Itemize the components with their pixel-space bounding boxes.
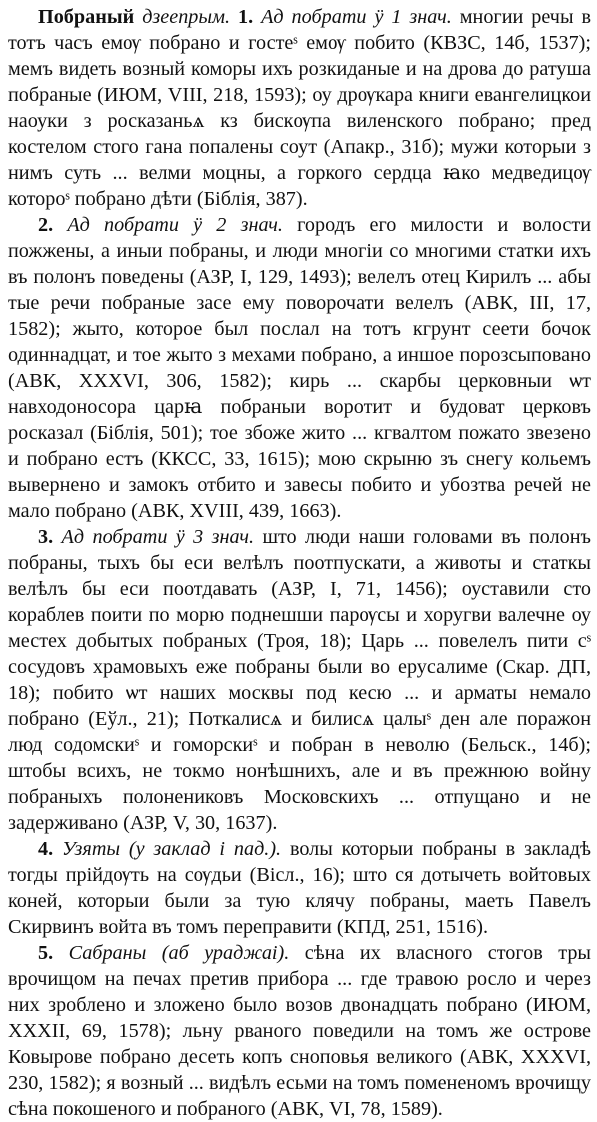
sense-head: Сабраны (аб ураджаі). (68, 942, 290, 964)
sense-2 (8, 212, 591, 524)
sense-text: што люди наши головами въ полонъ побраны, тыхъ бы еси велѣлъ поотпускати, а животы и статкы велѣлъ бы еси поотдавать (АЗР, I, 71, 1456); оуставили сто кораблев поити по морю поднешши парѹсы и хоругви валечне оу местех добытых побраных (Троя, 18); Царь ... повелелъ пити сˢ сосудовъ храмовыхъ еже побраны были во ерусалиме (Скар. ДП, 18); побито ѡт наших москвы под кесю ... и арматы немало побрано (Еўл., 21); Поткалисѧ и билисѧ цалыˢ ден але поражон люд содомскиˢ и гоморскиˢ и побран в неволю (Бельск., 14б); штобы всихъ, не токмо нонѣшнихъ, але и въ прежнюю войну побраныхъ полонениковъ Московскихъ ... отпущано и не задерживано (АЗР, V, 30, 1637). (8, 526, 591, 834)
sense-head: Ад побрати ӱ 2 знач. (67, 214, 283, 236)
sense-head: Узяты (у заклад і пад.). (61, 838, 282, 860)
sense-4 (8, 836, 591, 940)
sense-head: Ад побрати ӱ 1 знач. (261, 6, 452, 28)
entry-lemma: Побраный (38, 6, 135, 28)
sense-5 (8, 940, 591, 1122)
sense-text: волы которыи побраны в закладѣ тогды прійдѹть на сѹдьи (Вісл., 16); што ся дотычеть войтовых коней, которыи были за тую клячу побраны, маеть Павелъ Скирвинъ войта въ томъ переправити (КПД, 251, 1516). (8, 838, 591, 938)
sense-text: многии речы в тотъ часъ емѹ побрано и гостеˢ емѹ побито (КВЗС, 14б, 1537); мемъ видеть возный коморы ихъ розкиданые и на дрова до ратуша побраные (ИЮМ, VIII, 218, 1593); оу дрѹкара книги евангелицкои наоуки з росказаньѧ кз бискѹпа виленского побрано; пред костелом стого гана попалены соут (Апакр., 31б); мужи которыи з нимъ суть ... велми моцны, а горкого сердца ꙗко медведицѹ котороˢ побрано дѣти (Біблія, 387). (8, 6, 592, 210)
sense-text: городъ его милости и волости пожжены, а иныи побраны, и люди многіи со многими статки ихъ въ полонъ поведены (АЗР, I, 129, 1493); велелъ отец Кирилъ ... абы тые речи побраные засе ему поворочати велелъ (АВК, III, 17, 1582); жыто, которое был послал на тотъ кгрунт сеети бочок одиннадцат, и тое жыто з мехами побрано, а иншое порозсыповано (АВК, XXXVI, 306, 1582); кирь ... скарбы церковныи ѡт навходоносора царꙗ побраныи воротит и будоват церковъ росказал (Біблія, 501); тое збоже жито ... кгвалтом пожато звезено и побрано естъ (ККСС, 33, 1615); мою скрыню зъ снегу кольемъ вывернено и замокъ отбито и завесы побито и убозтва речей не мало побрано (АВК, XVIII, 439, 1663). (8, 214, 591, 522)
sense-1 (8, 4, 591, 212)
sense-number: 3. (38, 526, 54, 548)
sense-number: 5. (38, 942, 54, 964)
sense-number: 1. (237, 6, 254, 28)
sense-3 (8, 524, 591, 836)
entry-pos: дзеепрым. (142, 6, 231, 28)
sense-head: Ад побрати ӱ 3 знач. (61, 526, 255, 548)
sense-text: сѣна их власного стогов тры врочищом на печах претив прибора ... где травою росло и через них зроблено и зложено было возов двонадцать побрано (ИЮМ, XXXII, 69, 1578); льну рваного поведили на томъ же острове Ковырове побрано десеть копъ сноповья великого (АВК, XXXVI, 230, 1582); я возный ... видѣлъ есьми на томъ помененомъ врочищу сѣна покошеного и побраного (АВК, VI, 78, 1589). (8, 942, 591, 1120)
sense-number: 4. (38, 838, 54, 860)
sense-number: 2. (38, 214, 54, 236)
